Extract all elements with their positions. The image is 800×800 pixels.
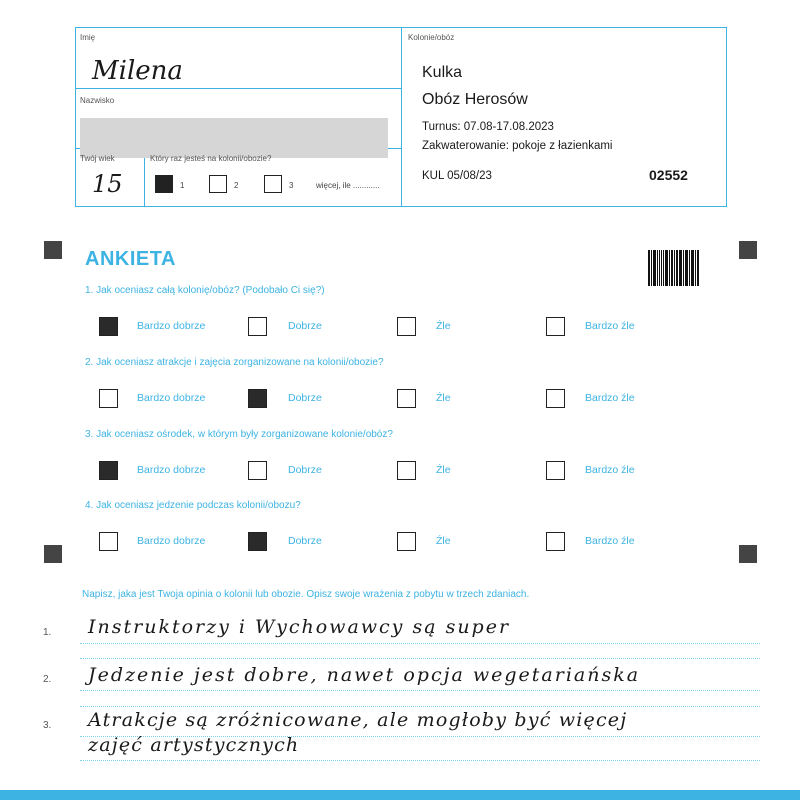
first-name-value: Milena <box>92 56 183 86</box>
question-4-option-3-label: Źle <box>436 535 451 547</box>
scan-marker-top-right <box>739 241 757 259</box>
form-number: 02552 <box>649 167 688 183</box>
answer-dotline-2b <box>80 706 760 707</box>
times-option-2-checkbox[interactable] <box>209 175 227 193</box>
header-divider <box>401 27 402 207</box>
answer-line-3: Atrakcje są zróżnicowane, ale mogłoby być więcej <box>88 709 628 731</box>
times-option-3-label: 3 <box>289 181 294 190</box>
camp-subtitle: Obóz Herosów <box>422 91 528 108</box>
question-3-option-1-label: Bardzo dobrze <box>137 464 206 476</box>
question-3-option-2-label: Dobrze <box>288 464 322 476</box>
answer-dotline-1b <box>80 658 760 659</box>
accommodation-info: Zakwaterowanie: pokoje z łazienkami <box>422 140 613 152</box>
answer-line-3-continuation: zajęć artystycznych <box>88 734 300 756</box>
first-name-label: Imię <box>80 33 96 42</box>
redacted-surname <box>80 118 388 158</box>
times-option-2-label: 2 <box>234 181 239 190</box>
question-4-option-4-label: Bardzo źle <box>585 535 635 547</box>
times-more-label: więcej, ile ............ <box>316 181 380 190</box>
answer-dotline-1 <box>80 643 760 644</box>
times-option-1-label: 1 <box>180 181 185 190</box>
line-number-1: 1. <box>43 627 52 638</box>
question-1-option-1-label: Bardzo dobrze <box>137 320 206 332</box>
question-3-option-4-label: Bardzo źle <box>585 464 635 476</box>
camp-label: Kolonie/obóz <box>408 33 455 42</box>
answer-dotline-3b <box>80 760 760 761</box>
question-4-option-1-checkbox[interactable] <box>99 532 118 551</box>
question-3-text: 3. Jak oceniasz ośrodek, w którym były zorganizowane kolonie/obóz? <box>85 429 393 440</box>
question-3-option-1-checkbox[interactable] <box>99 461 118 480</box>
scan-marker-bottom-left <box>44 545 62 563</box>
name-divider <box>75 88 401 89</box>
survey-title: ANKIETA <box>85 248 176 270</box>
question-1-option-2-label: Dobrze <box>288 320 322 332</box>
question-2-option-1-checkbox[interactable] <box>99 389 118 408</box>
barcode <box>648 250 700 286</box>
answer-line-1: Instruktorzy i Wychowawcy są super <box>88 616 511 638</box>
question-2-option-3-label: Źle <box>436 392 451 404</box>
question-4-option-1-label: Bardzo dobrze <box>137 535 206 547</box>
age-value: 15 <box>92 170 123 198</box>
question-4-text: 4. Jak oceniasz jedzenie podczas kolonii/obozu? <box>85 500 301 511</box>
question-1-option-1-checkbox[interactable] <box>99 317 118 336</box>
question-3-option-4-checkbox[interactable] <box>546 461 565 480</box>
question-1-option-4-checkbox[interactable] <box>546 317 565 336</box>
scan-marker-top-left <box>44 241 62 259</box>
question-2-option-2-label: Dobrze <box>288 392 322 404</box>
question-4-option-2-checkbox[interactable] <box>248 532 267 551</box>
camp-name: Kulka <box>422 64 463 81</box>
question-4-option-4-checkbox[interactable] <box>546 532 565 551</box>
question-2-option-4-checkbox[interactable] <box>546 389 565 408</box>
last-name-label: Nazwisko <box>80 96 115 105</box>
question-2-option-1-label: Bardzo dobrze <box>137 392 206 404</box>
question-3-option-3-checkbox[interactable] <box>397 461 416 480</box>
question-4-option-3-checkbox[interactable] <box>397 532 416 551</box>
camp-code: KUL 05/08/23 <box>422 170 492 182</box>
question-2-text: 2. Jak oceniasz atrakcje i zajęcia zorganizowane na kolonii/obozie? <box>85 357 384 368</box>
question-1-option-4-label: Bardzo źle <box>585 320 635 332</box>
times-option-1-checkbox[interactable] <box>155 175 173 193</box>
question-2-option-4-label: Bardzo źle <box>585 392 635 404</box>
times-option-3-checkbox[interactable] <box>264 175 282 193</box>
question-1-option-3-label: Źle <box>436 320 451 332</box>
scan-marker-bottom-right <box>739 545 757 563</box>
question-1-option-3-checkbox[interactable] <box>397 317 416 336</box>
question-3-option-3-label: Źle <box>436 464 451 476</box>
answer-line-2: Jedzenie jest dobre, nawet opcja wegetariańska <box>88 664 641 686</box>
line-number-2: 2. <box>43 674 52 685</box>
question-1-option-2-checkbox[interactable] <box>248 317 267 336</box>
times-label: Który raz jesteś na kolonii/obozie? <box>150 154 272 163</box>
line-number-3: 3. <box>43 720 52 731</box>
question-4-option-2-label: Dobrze <box>288 535 322 547</box>
bottom-accent-bar <box>0 790 800 800</box>
turnus-info: Turnus: 07.08-17.08.2023 <box>422 121 554 133</box>
question-2-option-3-checkbox[interactable] <box>397 389 416 408</box>
question-1-text: 1. Jak oceniasz całą kolonię/obóz? (Podobało Ci się?) <box>85 285 325 296</box>
question-2-option-2-checkbox[interactable] <box>248 389 267 408</box>
question-3-option-2-checkbox[interactable] <box>248 461 267 480</box>
age-label: Twój wiek <box>80 154 115 163</box>
answer-dotline-2 <box>80 690 760 691</box>
opinion-prompt: Napisz, jaka jest Twoja opinia o kolonii lub obozie. Opisz swoje wrażenia z pobytu w trzech zdaniach. <box>82 589 530 600</box>
